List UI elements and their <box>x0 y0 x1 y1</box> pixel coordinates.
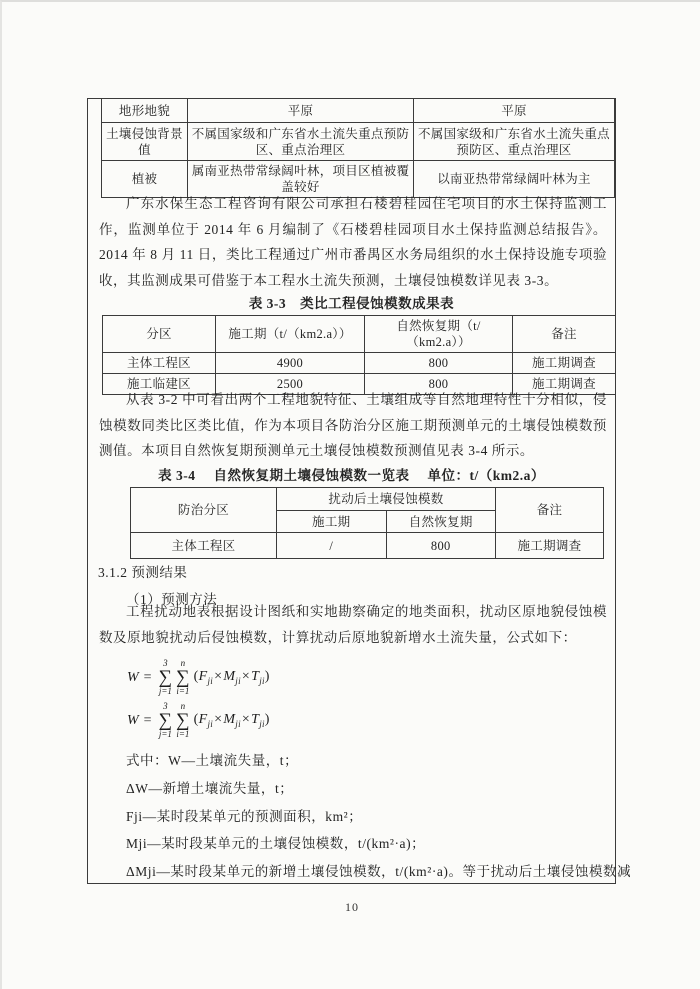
table-3-3 <box>102 315 616 395</box>
sum-lower-limit: j=1 <box>158 686 172 696</box>
subsection-heading-method: （1）预测方法 <box>126 592 218 607</box>
inner-summation <box>176 702 190 739</box>
sum-upper-limit: n <box>180 658 186 668</box>
soil-loss-formula-1 <box>127 659 270 696</box>
paragraph-analogy-analysis: 从表 3-2 中可看出两个工程地貌特征、土壤组成等自然地理特性十分相似，侵蚀模数同类比区类比值，作为本项目各防治分区施工期预测单元的土壤侵蚀模数预测值。本项目自然恢复期预测单元土壤侵蚀模数预测值见表 3-4 所示。 <box>99 392 607 458</box>
table-cell: 4900 <box>216 353 365 374</box>
definition-delta-W: ΔW—新增土壤流失量，t； <box>126 780 294 796</box>
table-row <box>102 123 615 161</box>
table-cell: 施工期调查 <box>496 533 604 559</box>
table-cell: 以南亚热带常绿阔叶林为主 <box>414 161 615 198</box>
sum-upper-limit: 3 <box>163 658 168 668</box>
table-3-4-caption-title: 自然恢复期土壤侵蚀模数一览表 <box>213 468 410 483</box>
table-cell: 800 <box>386 533 496 559</box>
table-header-cell: 施工期 <box>277 511 387 533</box>
equals-sign: = <box>143 669 152 685</box>
site-background-table <box>101 98 615 198</box>
sum-lower-limit: j=1 <box>158 729 172 739</box>
sigma-symbol: ∑ <box>176 667 190 688</box>
sum-lower-limit: i=1 <box>176 729 190 739</box>
table-cell: 平原 <box>188 99 414 123</box>
table-row <box>102 99 615 123</box>
table-cell: 不属国家级和广东省水土流失重点预防区、重点治理区 <box>414 123 615 161</box>
table-3-4 <box>130 487 604 559</box>
table-cell: 平原 <box>414 99 615 123</box>
table-3-3-caption: 表 3-3 类比工程侵蚀模数成果表 <box>248 296 455 311</box>
table-cell: 主体工程区 <box>131 533 277 559</box>
sum-upper-limit: 3 <box>163 701 168 711</box>
table-header-row <box>103 316 616 353</box>
table-3-4-caption-label: 表 3-4 <box>158 468 196 483</box>
definition-W: 式中：W—土壤流失量，t； <box>126 753 299 768</box>
formula-body: $(F_{ji}\times M_{ji}\times T_{ji})$ <box>193 712 270 729</box>
table-header-cell: 自然恢复期 <box>386 511 496 533</box>
table-cell: 800 <box>365 353 513 374</box>
table-header-cell: 备注 <box>496 488 604 533</box>
sigma-symbol: ∑ <box>158 710 173 731</box>
table-header-cell: 扰动后土壤侵蚀模数 <box>277 488 496 511</box>
table-header-cell: 施工期（t/（km2.a）） <box>216 316 365 353</box>
sum-upper-limit: n <box>180 701 186 711</box>
row-label-terrain: 地形地貌 <box>102 99 188 123</box>
table-cell: 不属国家级和广东省水土流失重点预防区、重点治理区 <box>188 123 414 161</box>
paragraph-monitoring-background: 广东水保生态工程咨询有限公司承担石楼碧桂园住宅项目的水土保持监测工作，监测单位于 2014 年 6 月编制了《石楼碧桂园项目水土保持监测总结报告》。2014 年 8 月 11 日，类比工程通过广州市番禺区水务局组织的水土保持设施专项验收，其监测成果可借鉴于本工程水土流失预测，土壤侵蚀模数详见表 3-3。 <box>99 196 607 288</box>
content-frame <box>87 98 632 884</box>
table-cell: 属南亚热带常绿阔叶林，项目区植被覆盖较好 <box>188 161 414 198</box>
formula-lhs: W <box>127 712 139 728</box>
table-row <box>131 533 604 559</box>
row-label-vegetation: 植被 <box>102 161 188 198</box>
section-heading-3-1-2: 3.1.2 预测结果 <box>98 565 188 580</box>
table-header-cell: 防治分区 <box>131 488 277 533</box>
table-cell: 2500 <box>216 374 365 395</box>
table-cell: 施工临建区 <box>103 374 216 395</box>
table-3-4-caption <box>88 464 615 484</box>
sum-lower-limit: i=1 <box>176 686 190 696</box>
formula-body: $(F_{ji}\times M_{ji}\times T_{ji})$ <box>193 669 270 686</box>
table-3-4-caption-unit: 单位：t/（km2.a） <box>427 468 545 483</box>
table-cell: / <box>277 533 387 559</box>
formula-definitions <box>126 747 632 886</box>
sigma-symbol: ∑ <box>176 710 190 731</box>
table-cell: 主体工程区 <box>103 353 216 374</box>
table-cell: 800 <box>365 374 513 395</box>
table-header-row <box>131 488 604 511</box>
table-cell: 施工期调查 <box>513 374 616 395</box>
table-header-cell: 分区 <box>103 316 216 353</box>
formula-lhs: W <box>127 669 139 685</box>
inner-summation <box>176 659 190 696</box>
definition-delta-Mji: ΔMji—某时段某单元的新增土壤侵蚀模数，t/(km²·a)。等于扰动后土壤侵蚀模数减 <box>126 864 632 880</box>
row-label-soil-erosion-background: 土壤侵蚀背景值 <box>102 123 188 161</box>
page-number: 10 <box>345 900 359 914</box>
table-header-cell: 自然恢复期（t/（km2.a）） <box>365 316 513 353</box>
definition-Mji: Mji—某时段某单元的土壤侵蚀模数，t/(km²·a)； <box>126 836 426 852</box>
equals-sign: = <box>143 712 152 728</box>
soil-loss-formula-2 <box>127 702 270 739</box>
definition-Fji: Fji—某时段某单元的预测面积，km²； <box>126 808 363 824</box>
sigma-symbol: ∑ <box>158 667 173 688</box>
table-header-cell: 备注 <box>513 316 616 353</box>
outer-summation <box>159 659 173 696</box>
table-row <box>103 353 616 374</box>
paragraph-prediction-method: 工程扰动地表根据设计图纸和实地勘察确定的地类面积，扰动区原地貌侵蚀模数及原地貌扰动后侵蚀模数，计算扰动后原地貌新增水土流失量，公式如下： <box>99 604 607 645</box>
outer-summation <box>159 702 173 739</box>
table-cell: 施工期调查 <box>513 353 616 374</box>
